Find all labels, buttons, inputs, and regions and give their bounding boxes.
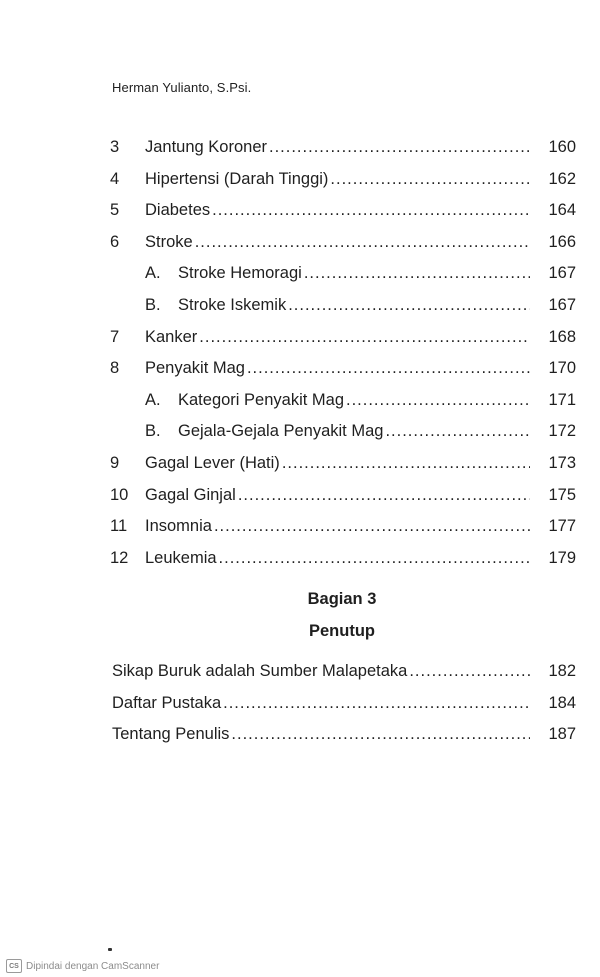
page-mark xyxy=(108,948,112,951)
toc-leader-dots xyxy=(219,549,530,568)
toc-entry-title: Jantung Koroner xyxy=(145,138,268,156)
toc-entry-page: 177 xyxy=(548,517,576,536)
toc-entry-title: Hipertensi (Darah Tinggi) xyxy=(145,169,329,188)
section-name-title: Penutup xyxy=(309,622,375,640)
toc-entry-title: Stroke xyxy=(145,232,193,251)
toc-entry xyxy=(110,391,576,415)
toc-entry xyxy=(110,138,576,162)
toc-leader-dots xyxy=(409,662,530,681)
toc-entry-letter: B. xyxy=(145,296,161,314)
toc-entry-letter: A. xyxy=(145,264,161,283)
toc-entry xyxy=(110,233,576,257)
toc-leader-dots xyxy=(269,138,530,157)
toc-entry-page: 171 xyxy=(548,390,576,409)
toc-entry-title: Diabetes xyxy=(145,201,211,220)
toc-entry xyxy=(112,694,576,718)
toc-entry-title: Gagal Ginjal xyxy=(145,485,236,504)
toc-entry-page: 162 xyxy=(548,169,576,188)
toc-entry xyxy=(110,201,576,225)
toc-entry xyxy=(110,296,576,320)
toc-entry-number: 6 xyxy=(110,232,120,251)
toc-entry xyxy=(110,422,576,446)
toc-entry-title: Insomnia xyxy=(145,517,212,536)
toc-leader-dots xyxy=(223,694,530,713)
toc-entry-letter: A. xyxy=(145,390,161,409)
toc-entry xyxy=(110,454,576,478)
toc-entry-page: 173 xyxy=(548,454,576,472)
toc-leader-dots xyxy=(199,328,530,347)
toc-entry xyxy=(110,328,576,352)
toc-leader-dots xyxy=(288,296,530,315)
toc-entry xyxy=(110,359,576,383)
toc-entry-page: 175 xyxy=(548,485,576,504)
toc-entry-number: 12 xyxy=(110,548,129,567)
toc-entry-title: Tentang Penulis xyxy=(112,725,230,743)
toc-entry-page: 179 xyxy=(548,548,576,567)
toc-leader-dots xyxy=(231,725,530,744)
toc-leader-dots xyxy=(385,422,530,441)
scanner-watermark-text: Dipindai dengan CamScanner xyxy=(26,960,160,972)
toc-entry-number: 8 xyxy=(110,359,120,378)
toc-entry-number: 11 xyxy=(110,517,128,536)
toc-entry-page: 170 xyxy=(548,359,576,378)
camscanner-logo-icon: CS xyxy=(6,959,22,973)
toc-leader-dots xyxy=(247,359,530,378)
toc-entry-title: Gagal Lever (Hati) xyxy=(145,454,280,472)
toc-entry-title: Gejala-Gejala Penyakit Mag xyxy=(178,422,384,441)
toc-leader-dots xyxy=(330,170,530,189)
toc-entry-number: 9 xyxy=(110,454,120,472)
toc-entry-letter: B. xyxy=(145,422,161,441)
toc-entry xyxy=(112,662,576,686)
toc-entry-page: 167 xyxy=(548,296,576,314)
toc-entry xyxy=(110,486,576,510)
toc-entry-page: 184 xyxy=(548,693,576,712)
toc-entry xyxy=(110,549,576,573)
toc-entry-page: 167 xyxy=(548,264,576,283)
scanner-footer xyxy=(0,955,600,977)
toc-entry-page: 187 xyxy=(548,725,576,743)
section-part-title: Bagian 3 xyxy=(307,590,377,608)
toc-entry xyxy=(112,725,576,749)
toc-entry-number: 10 xyxy=(110,485,129,504)
toc-entry xyxy=(110,170,576,194)
toc-leader-dots xyxy=(282,454,530,473)
toc-entry-title: Daftar Pustaka xyxy=(112,693,222,712)
running-header: Herman Yulianto, S.Psi. xyxy=(112,80,252,95)
toc-entry-title: Kategori Penyakit Mag xyxy=(178,390,345,409)
toc-entry-title: Stroke Hemoragi xyxy=(178,264,302,283)
toc-leader-dots xyxy=(212,201,530,220)
toc-leader-dots xyxy=(304,264,530,283)
toc-leader-dots xyxy=(195,233,530,252)
toc-entry xyxy=(110,264,576,288)
toc-entry-page: 172 xyxy=(548,422,576,441)
toc-entry-title: Stroke Iskemik xyxy=(178,296,287,314)
toc-entry-page: 166 xyxy=(548,232,576,251)
toc-entry-number: 3 xyxy=(110,138,120,156)
toc-entry-page: 164 xyxy=(548,201,576,220)
toc-entry-page: 160 xyxy=(548,138,576,156)
toc-entry-number: 4 xyxy=(110,169,120,188)
toc-entry-title: Leukemia xyxy=(145,548,217,567)
toc-entry-number: 5 xyxy=(110,201,120,220)
toc-entry-title: Penyakit Mag xyxy=(145,359,245,378)
toc-leader-dots xyxy=(238,486,530,505)
toc-leader-dots xyxy=(346,391,530,410)
toc-entry-number: 7 xyxy=(110,327,120,346)
toc-entry-page: 182 xyxy=(548,662,576,680)
toc-entry-title: Kanker xyxy=(145,327,198,346)
toc-entry-title: Sikap Buruk adalah Sumber Malapetaka xyxy=(112,662,408,680)
toc-entry xyxy=(110,517,576,541)
toc-leader-dots xyxy=(214,517,530,536)
toc-entry-page: 168 xyxy=(548,327,576,346)
